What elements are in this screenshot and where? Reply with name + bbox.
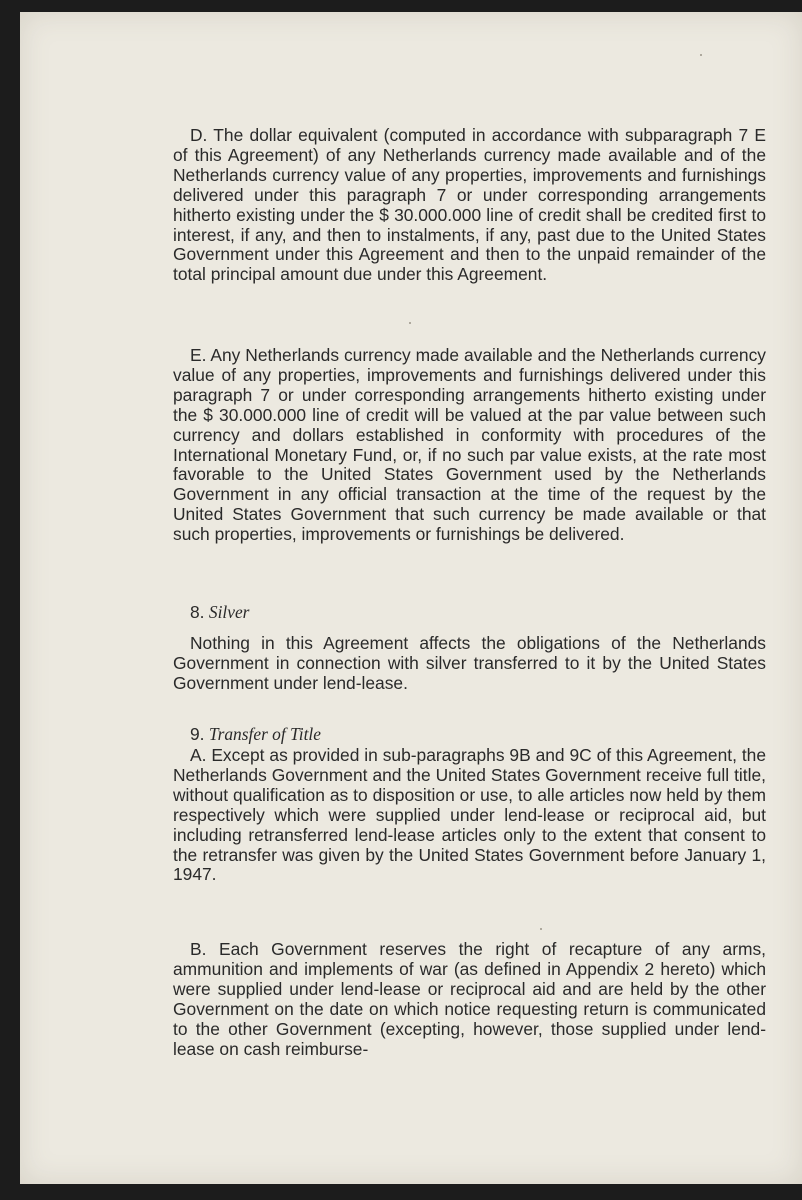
section-8-body bbox=[173, 634, 766, 694]
section-9-heading bbox=[190, 724, 321, 744]
section-9-title: Transfer of Title bbox=[208, 724, 321, 744]
section-9-number: 9. bbox=[190, 724, 205, 744]
paper-speck bbox=[540, 928, 542, 930]
paper-speck bbox=[700, 54, 702, 56]
section-9-paragraph-a bbox=[173, 746, 766, 885]
paper-speck bbox=[409, 322, 411, 324]
paragraph-d-text: D. The dollar equivalent (computed in accordance with subparagraph 7 E of this Agreement) of any Netherlands currency made available and of the Netherlands currency value of any properties, improvements and furnishings delivered under this paragraph 7 or under corresponding arrangements hitherto existing under the $ 30.000.000 line of credit shall be credited first to interest, if any, and then to instalments, if any, past due to the United States Government under this Agreement and then to the unpaid remainder of the total principal amount due under this Agreement. bbox=[173, 125, 766, 285]
section-9-paragraph-b-text: B. Each Government reserves the right of recapture of any arms, ammunition and implements of war (as defined in Appendix 2 hereto) which were supplied under lend-lease or reciprocal aid and are held by the other Government on the date on which notice requesting return is communicated to the other Government (excepting, however, those supplied under lend-lease on cash reimburse- bbox=[173, 939, 766, 1059]
section-9-paragraph-b bbox=[173, 940, 766, 1059]
section-8-title: Silver bbox=[208, 602, 250, 622]
paragraph-d bbox=[173, 126, 766, 285]
section-8-heading bbox=[190, 602, 249, 622]
paragraph-e-text: E. Any Netherlands currency made available and the Netherlands currency value of any properties, improvements and furnishings delivered under this paragraph 7 or under corresponding arrangements hitherto existing under the $ 30.000.000 line of credit will be valued at the par value between such currency and dollars established in conformity with procedures of the International Monetary Fund, or, if no such par value exists, at the rate most favorable to the United States Government used by the Netherlands Government in any official transaction at the time of the request by the United States Government that such currency be made available or that such properties, improvements or furnishings be delivered. bbox=[173, 345, 766, 545]
section-8-number: 8. bbox=[190, 602, 205, 622]
section-8-body-text: Nothing in this Agreement affects the obligations of the Netherlands Government in connection with silver transferred to it by the United States Government under lend-lease. bbox=[173, 633, 766, 693]
paragraph-e bbox=[173, 346, 766, 545]
section-9-paragraph-a-text: A. Except as provided in sub-paragraphs 9B and 9C of this Agreement, the Netherlands Government and the United States Government receive full title, without qualification as to disposition or use, to alle articles now held by them respectively which were supplied under lend-lease or reciprocal aid, but including retransferred lend-lease articles only to the extent that consent to the retransfer was given by the United States Government before January 1, 1947. bbox=[173, 745, 766, 885]
